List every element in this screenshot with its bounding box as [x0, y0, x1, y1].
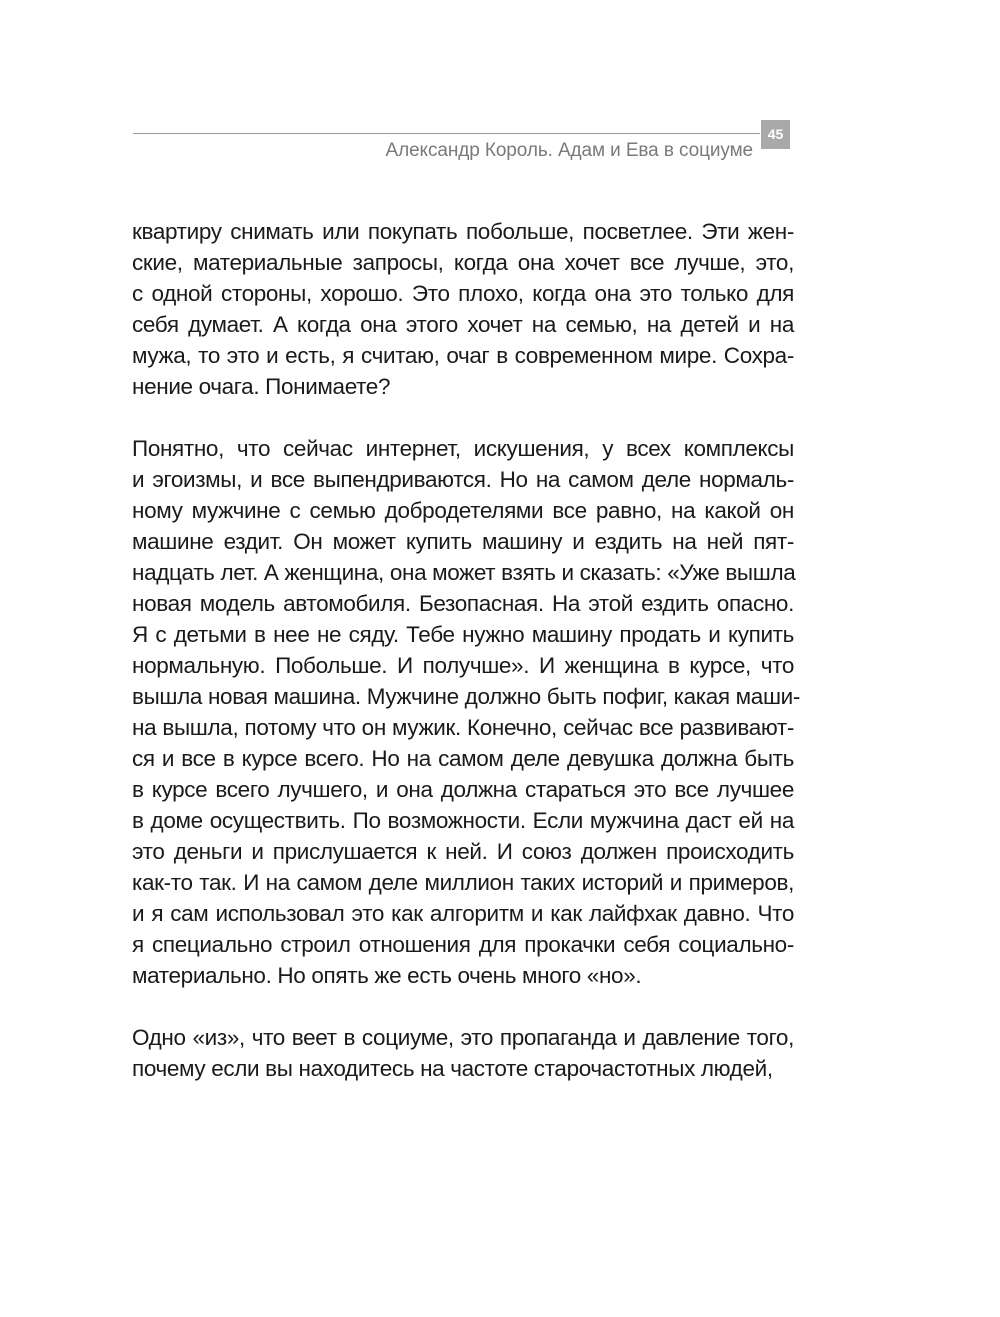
text-line: я специально строил отношения для прокачки себя социально- [132, 932, 794, 957]
page-number-badge: 45 [761, 120, 790, 149]
text-line: это деньги и прислушается к ней. И союз должен происходить [132, 839, 794, 864]
text-line: и эгоизмы, и все выпендриваются. Но на самом деле нормаль- [132, 467, 794, 492]
text-line: машине ездит. Он может купить машину и ездить на ней пят- [132, 529, 794, 554]
text-line: Я с детьми в нее не сяду. Тебе нужно машину продать и купить [132, 622, 794, 647]
text-line: на вышла, потому что он мужик. Конечно, сейчас все развивают- [132, 715, 794, 740]
body-text [132, 216, 801, 1084]
paragraph [132, 216, 794, 402]
text-line: почему если вы находитесь на частоте старочастотных людей, [132, 1056, 773, 1081]
text-line: в доме осуществить. По возможности. Если мужчина даст ей на [132, 808, 794, 833]
running-head: Александр Король. Адам и Ева в социуме [385, 140, 753, 161]
text-line: новая модель автомобиля. Безопасная. На этой ездить опасно. [132, 591, 794, 616]
text-line: с одной стороны, хорошо. Это плохо, когда она это только для [132, 281, 794, 306]
paragraph [132, 433, 801, 991]
text-line: ские, материальные запросы, когда она хочет все лучше, это, [132, 250, 794, 275]
text-line: нение очага. Понимаете? [132, 374, 391, 399]
paragraph-gap [132, 402, 794, 433]
text-line: себя думает. А когда она этого хочет на семью, на детей и на [132, 312, 794, 337]
text-line: ному мужчине с семью добродетелями все равно, на какой он [132, 498, 794, 523]
header-rule [133, 133, 760, 134]
text-line: квартиру снимать или покупать побольше, посветлее. Эти жен- [132, 219, 794, 244]
text-line: надцать лет. А женщина, она может взять и сказать: «Уже вышла [132, 560, 796, 585]
text-line: в курсе всего лучшего, и она должна стараться это все лучшее [132, 777, 794, 802]
text-line: Одно «из», что веет в социуме, это пропаганда и давление того, [132, 1025, 794, 1050]
text-line: и я сам использовал это как алгоритм и как лайфхак давно. Что [132, 901, 794, 926]
text-line: мужа, то это и есть, я считаю, очаг в современном мире. Сохра- [132, 343, 794, 368]
paragraph-gap [132, 991, 794, 1022]
text-line: материально. Но опять же есть очень много «но». [132, 963, 642, 988]
text-line: как-то так. И на самом деле миллион таких историй и примеров, [132, 870, 794, 895]
text-line: Понятно, что сейчас интернет, искушения, у всех комплексы [132, 436, 794, 461]
text-line: нормальную. Побольше. И получше». И женщина в курсе, что [132, 653, 794, 678]
text-line: вышла новая машина. Мужчине должно быть пофиг, какая маши- [132, 684, 801, 709]
paragraph [132, 1022, 794, 1084]
text-line: ся и все в курсе всего. Но на самом деле девушка должна быть [132, 746, 794, 771]
